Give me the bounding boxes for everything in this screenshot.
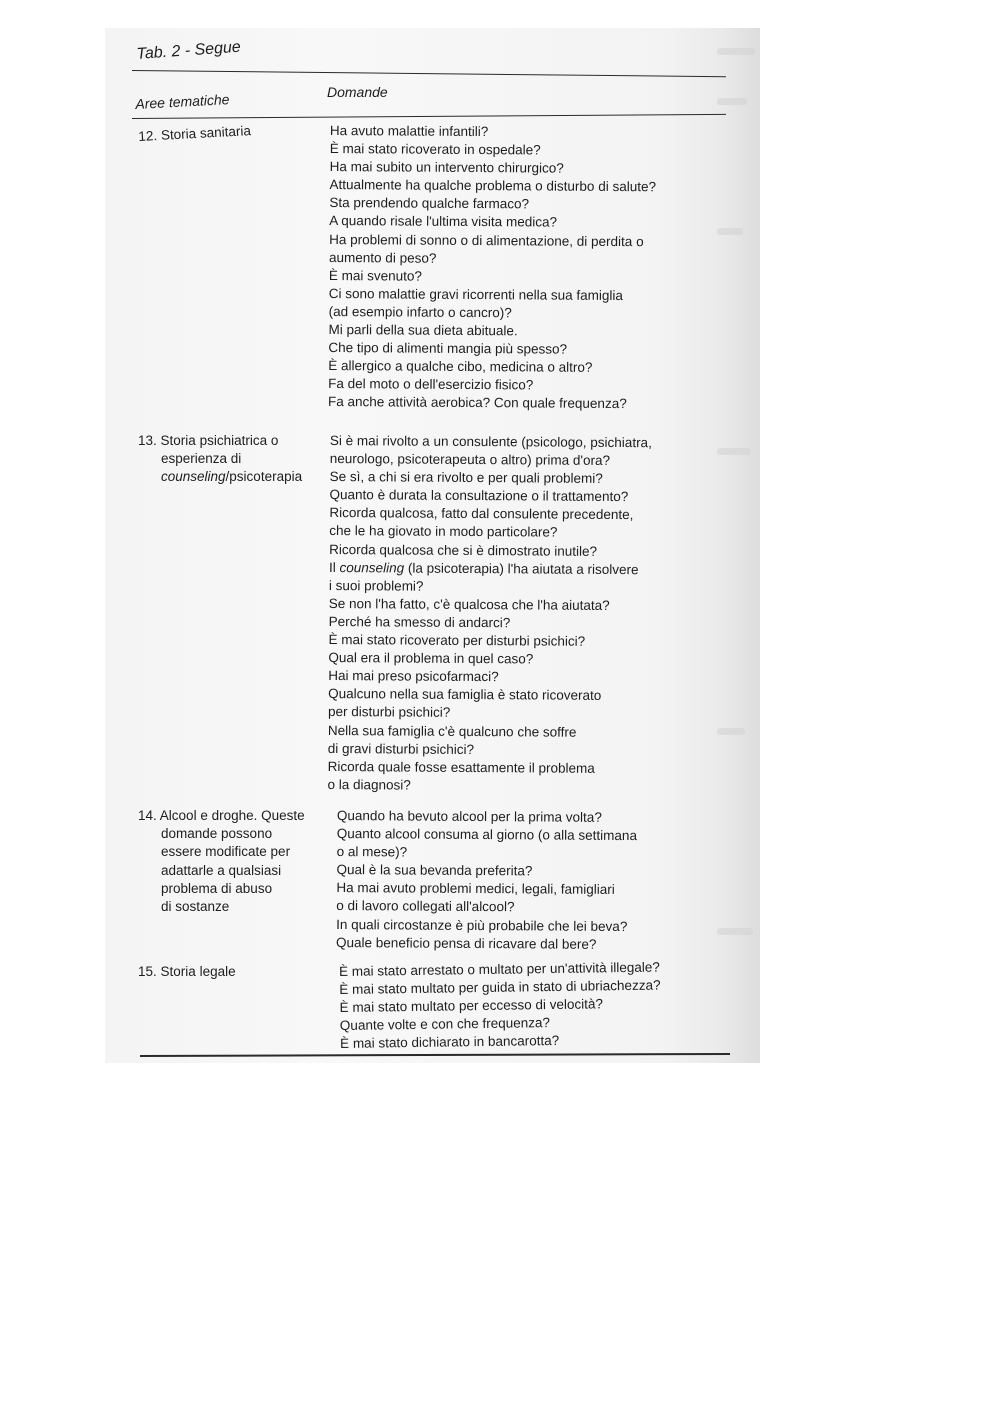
question-line: A quando risale l'ultima visita medica? [329,213,558,231]
question-line: Quante volte e con che frequenza? [339,1015,551,1034]
question-line: Mi parli della sua dieta abituale. [328,322,518,339]
question-line: Ricorda quale fosse esattamente il problema [327,758,595,776]
bleed-through-mark [717,728,745,735]
question-line: Si è mai rivolto a un consulente (psicologo, psichiatra, [329,432,652,451]
area-number: 15. [138,964,157,979]
question-line: Ci sono malattie gravi ricorrenti nella sua famiglia [328,285,623,303]
question-line: È mai stato multato per guida in stato di ubriachezza? [339,977,661,998]
question-line: i suoi problemi? [328,577,424,594]
header-aree-tematiche: Aree tematiche [135,91,230,112]
question-line: Se non l'ha fatto, c'è qualcosa che l'ha aiutata? [328,595,610,613]
question-text-italic: counseling [339,559,405,576]
area-label: Alcool e droghe. Queste [159,808,305,823]
table-title: Tab. 2 - Segue [136,38,242,63]
question-line: Sta prendendo qualche farmaco? [329,195,530,212]
area-label: domande possono [161,826,273,842]
question-line: Quanto alcool consuma al giorno (o alla settimana [336,826,638,844]
question-line: È mai stato dichiarato in bancarotta? [340,1033,560,1052]
question-line: Hai mai preso psicofarmaci? [328,668,499,685]
question-line: Attualmente ha qualche problema o disturbo di salute? [329,177,657,195]
area-label: problema di abuso [161,880,273,896]
question-line: o al mese)? [336,844,408,860]
question-line: Qual è la sua bevanda preferita? [336,862,533,879]
area-number: 13. [138,433,157,448]
question-line: È allergico a qualche cibo, medicina o altro? [328,358,593,376]
question-line: È mai stato ricoverato in ospedale? [329,141,541,158]
questions-alcool-droghe [336,807,717,954]
question-line: Qual era il problema in quel caso? [328,650,534,667]
question-line: di gravi disturbi psichici? [327,740,475,757]
question-line: È mai stato multato per eccesso di velocità? [339,996,604,1016]
area-label: di sostanze [161,899,230,915]
question-line: Ricorda qualcosa, fatto dal consulente precedente, [329,505,634,523]
question-line: che le ha giovato in modo particolare? [329,523,558,541]
questions-storia-legale [339,958,720,1054]
bleed-through-mark [717,448,751,455]
questions-storia-sanitaria [328,122,710,414]
question-line: Se sì, a chi si era rivolto e per quali problemi? [329,469,603,487]
question-line: Quale beneficio pensa di ricavare dal bere? [336,934,597,952]
header-domande: Domande [327,84,388,100]
question-line: o di lavoro collegati all'alcool? [336,898,515,915]
area-label: Storia legale [160,964,236,979]
question-line: Quanto è durata la consultazione o il trattamento? [329,487,629,505]
area-label: adattarle a qualsiasi [161,862,282,878]
question-line: aumento di peso? [329,249,437,266]
questions-storia-psichiatrica [327,432,710,797]
question-text: Il [329,559,340,575]
question-line [329,559,709,580]
area-label: /psicoterapia [225,469,303,485]
question-line: È mai stato ricoverato per disturbi psichici? [328,632,586,649]
question-line: Ha mai avuto problemi medici, legali, famigliari [336,880,615,898]
area-label: esperienza di [161,451,242,467]
bleed-through-mark [717,98,747,105]
area-label-italic: counseling [161,469,226,485]
question-line: Ha problemi di sonno o di alimentazione, di perdita o [329,231,644,249]
question-line: Nella sua famiglia c'è qualcuno che soffre [327,722,577,740]
question-line: Fa del moto o dell'esercizio fisico? [328,376,534,393]
area-number: 12. [138,128,158,144]
area-label: Storia psichiatrica o [160,433,279,448]
area-alcool-droghe [138,807,326,916]
bleed-through-mark [717,928,753,935]
bleed-through-mark [717,48,755,55]
question-line: Qualcuno nella sua famiglia è stato ricoverato [328,686,602,704]
area-storia-legale [138,963,326,981]
area-label: essere modificate per [161,844,291,860]
question-line: neurologo, psicoterapeuta o altro) prima d'ora? [329,451,611,469]
question-text: (la psicoterapia) l'ha aiutata a risolvere [404,560,639,577]
question-line: o la diagnosi? [327,776,411,793]
question-line: Perché ha smesso di andarci? [328,613,511,631]
question-line: Che tipo di alimenti mangia più spesso? [328,340,568,357]
question-line: È mai stato arrestato o multato per un'attività illegale? [339,959,660,979]
question-line: (ad esempio infarto o cancro)? [328,303,512,321]
question-line: È mai svenuto? [328,267,423,284]
question-line: Fa anche attività aerobica? Con quale frequenza? [327,394,627,412]
question-line: Ha avuto malattie infantili? [329,122,489,140]
question-line: Quando ha bevuto alcool per la prima volta? [336,808,602,825]
question-line: Ha mai subito un intervento chirurgico? [329,159,564,176]
area-storia-psichiatrica [138,432,326,487]
area-number: 14. [138,808,157,823]
bleed-through-mark [717,228,743,235]
area-label: Storia sanitaria [160,123,252,143]
question-line: per disturbi psichici? [327,704,451,721]
question-line: Ricorda qualcosa che si è dimostrato inutile? [329,541,598,559]
question-line: In quali circostanze è più probabile che lei beva? [336,916,628,934]
